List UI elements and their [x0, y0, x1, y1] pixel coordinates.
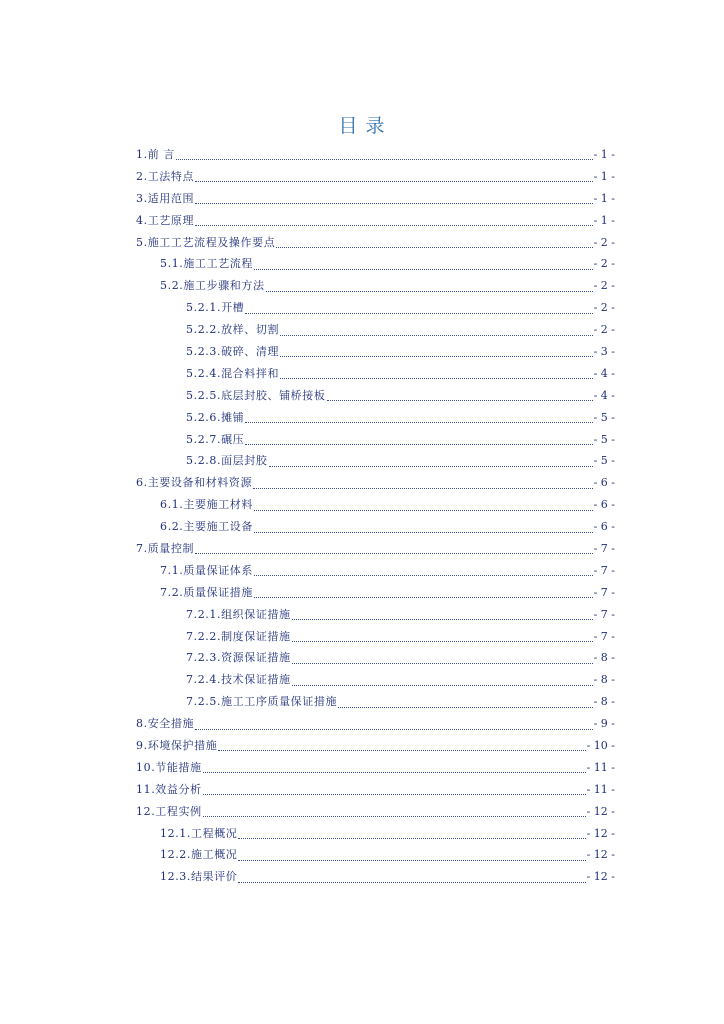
toc-dot-leader: [269, 456, 593, 467]
toc-entry-page-number: - 5 -: [593, 454, 615, 468]
toc-entry[interactable]: [136, 735, 615, 757]
toc-entry-label: 7.1.质量保证体系: [160, 563, 253, 577]
toc-entry-page-number: - 10 -: [586, 738, 615, 752]
toc-entry-label: 5.施工工艺流程及操作要点: [136, 235, 276, 249]
toc-entry-page-number: - 12 -: [586, 870, 615, 884]
toc-entry[interactable]: [136, 845, 615, 867]
toc-entry[interactable]: [136, 647, 615, 669]
toc-entry[interactable]: [136, 757, 615, 779]
toc-dot-leader: [280, 325, 592, 336]
toc-entry-page-number: - 2 -: [593, 323, 615, 337]
toc-entry-label: 5.2.8.面层封胶: [186, 454, 268, 468]
toc-entry-page-number: - 12 -: [586, 804, 615, 818]
toc-dot-leader: [238, 850, 585, 861]
toc-entry-label: 6.主要设备和材料资源: [136, 476, 253, 490]
toc-dot-leader: [253, 478, 592, 489]
toc-dot-leader: [176, 149, 593, 160]
toc-dot-leader: [292, 631, 593, 642]
toc-entry-page-number: - 3 -: [593, 344, 615, 358]
toc-entry-page-number: - 8 -: [593, 673, 615, 687]
toc-entry-label: 5.2.4.混合料拌和: [186, 366, 280, 380]
toc-entry[interactable]: [136, 626, 615, 648]
toc-entry-label: 7.2.2.制度保证措施: [186, 629, 291, 643]
toc-entry-label: 11.效益分析: [136, 782, 202, 796]
toc-entry-page-number: - 7 -: [593, 563, 615, 577]
toc-entry[interactable]: [136, 275, 615, 297]
toc-entry[interactable]: [136, 604, 615, 626]
toc-entry-page-number: - 12 -: [586, 826, 615, 840]
toc-entry[interactable]: [136, 232, 615, 254]
toc-entry-label: 5.2.7.碾压: [186, 432, 245, 446]
toc-entry[interactable]: [136, 560, 615, 582]
toc-entry[interactable]: [136, 516, 615, 538]
toc-entry-page-number: - 7 -: [593, 585, 615, 599]
toc-entry[interactable]: [136, 823, 615, 845]
toc-entry-label: 12.1.工程概况: [160, 826, 238, 840]
toc-entry[interactable]: [136, 472, 615, 494]
toc-entry[interactable]: [136, 582, 615, 604]
toc-dot-leader: [276, 237, 592, 248]
toc-entry-label: 12.3.结果评价: [160, 870, 238, 884]
toc-dot-leader: [195, 543, 592, 554]
toc-entry-page-number: - 8 -: [593, 651, 615, 665]
toc-entry-label: 7.2.4.技术保证措施: [186, 673, 291, 687]
toc-entry[interactable]: [136, 166, 615, 188]
toc-entry-page-number: - 4 -: [593, 388, 615, 402]
toc-dot-leader: [203, 806, 586, 817]
toc-entry-label: 7.2.1.组织保证措施: [186, 607, 291, 621]
toc-entry[interactable]: [136, 450, 615, 472]
toc-entry-label: 12.工程实例: [136, 804, 202, 818]
page-title: 目 录: [338, 115, 386, 137]
toc-entry-page-number: - 7 -: [593, 541, 615, 555]
toc-entry-page-number: - 1 -: [593, 191, 615, 205]
toc-dot-leader: [338, 697, 592, 708]
toc-entry-page-number: - 9 -: [593, 717, 615, 731]
toc-dot-leader: [203, 784, 586, 795]
toc-entry-label: 7.2.3.资源保证措施: [186, 651, 291, 665]
toc-entry[interactable]: [136, 253, 615, 275]
toc-entry[interactable]: [136, 341, 615, 363]
toc-entry[interactable]: [136, 385, 615, 407]
toc-entry-page-number: - 8 -: [593, 695, 615, 709]
toc-entry[interactable]: [136, 779, 615, 801]
toc-dot-leader: [245, 412, 592, 423]
toc-dot-leader: [218, 740, 585, 751]
toc-entry-page-number: - 5 -: [593, 432, 615, 446]
toc-entry[interactable]: [136, 319, 615, 341]
toc-dot-leader: [254, 565, 593, 576]
toc-entry-label: 5.2.3.破碎、清理: [186, 344, 280, 358]
toc-entry-page-number: - 6 -: [593, 520, 615, 534]
toc-entry[interactable]: [136, 669, 615, 691]
toc-dot-leader: [195, 719, 592, 730]
toc-entry-label: 5.2.2.放样、切割: [186, 323, 280, 337]
toc-entry-label: 7.2.5.施工工序质量保证措施: [186, 695, 338, 709]
toc-entry-label: 3.适用范围: [136, 191, 195, 205]
toc-dot-leader: [254, 259, 593, 270]
toc-dot-leader: [195, 193, 592, 204]
toc-entry[interactable]: [136, 144, 615, 166]
toc-entry-label: 7.质量控制: [136, 541, 195, 555]
toc-dot-leader: [292, 653, 593, 664]
toc-dot-leader: [292, 609, 593, 620]
toc-dot-leader: [254, 587, 593, 598]
toc-dot-leader: [238, 828, 585, 839]
toc-entry[interactable]: [136, 538, 615, 560]
toc-dot-leader: [245, 434, 592, 445]
toc-entry-page-number: - 2 -: [593, 301, 615, 315]
toc-entry[interactable]: [136, 210, 615, 232]
toc-entry[interactable]: [136, 494, 615, 516]
toc-dot-leader: [292, 675, 593, 686]
toc-entry-page-number: - 12 -: [586, 848, 615, 862]
toc-entry[interactable]: [136, 801, 615, 823]
toc-entry-page-number: - 11 -: [586, 760, 615, 774]
toc-dot-leader: [195, 215, 592, 226]
toc-dot-leader: [280, 368, 592, 379]
toc-dot-leader: [266, 281, 593, 292]
toc-dot-leader: [238, 872, 585, 883]
toc-entry-label: 8.安全措施: [136, 717, 195, 731]
toc-entry-page-number: - 1 -: [593, 169, 615, 183]
toc-entry-label: 9.环境保护措施: [136, 738, 218, 752]
toc-entry-label: 7.2.质量保证措施: [160, 585, 253, 599]
toc-entry[interactable]: [136, 866, 615, 888]
toc-entry-page-number: - 5 -: [593, 410, 615, 424]
toc-entry-label: 5.1.施工工艺流程: [160, 257, 253, 271]
toc-entry-page-number: - 1 -: [593, 213, 615, 227]
toc-entry-label: 2.工法特点: [136, 169, 195, 183]
toc-entry[interactable]: [136, 363, 615, 385]
toc-entry-page-number: - 1 -: [593, 147, 615, 161]
toc-entry-label: 5.2.6.摊铺: [186, 410, 245, 424]
toc-entry[interactable]: [136, 691, 615, 713]
toc-dot-leader: [327, 390, 593, 401]
toc-entry-label: 10.节能措施: [136, 760, 202, 774]
toc-entry-label: 5.2.1.开槽: [186, 301, 245, 315]
toc-entry-page-number: - 7 -: [593, 607, 615, 621]
toc-entry-label: 1.前 言: [136, 147, 175, 161]
toc-entry-label: 6.1.主要施工材料: [160, 498, 253, 512]
toc-dot-leader: [195, 171, 592, 182]
toc-entry-page-number: - 11 -: [586, 782, 615, 796]
toc-entry-label: 6.2.主要施工设备: [160, 520, 253, 534]
toc-entry-page-number: - 6 -: [593, 498, 615, 512]
toc-entry-label: 5.2.5.底层封胶、铺桥接板: [186, 388, 326, 402]
toc-entry[interactable]: [136, 713, 615, 735]
toc-entry[interactable]: [136, 429, 615, 451]
toc-entry-page-number: - 4 -: [593, 366, 615, 380]
toc-dot-leader: [254, 500, 593, 511]
table-of-contents: [136, 144, 615, 888]
toc-dot-leader: [245, 303, 592, 314]
toc-entry-label: 5.2.施工步骤和方法: [160, 279, 265, 293]
toc-entry-page-number: - 2 -: [593, 279, 615, 293]
toc-entry[interactable]: [136, 407, 615, 429]
toc-entry-page-number: - 7 -: [593, 629, 615, 643]
toc-dot-leader: [254, 522, 593, 533]
toc-dot-leader: [203, 762, 586, 773]
toc-entry-page-number: - 2 -: [593, 257, 615, 271]
toc-entry[interactable]: [136, 188, 615, 210]
toc-entry-page-number: - 6 -: [593, 476, 615, 490]
toc-entry-page-number: - 2 -: [593, 235, 615, 249]
toc-entry-label: 4.工艺原理: [136, 213, 195, 227]
toc-entry-label: 12.2.施工概况: [160, 848, 238, 862]
toc-entry[interactable]: [136, 297, 615, 319]
toc-dot-leader: [280, 346, 592, 357]
